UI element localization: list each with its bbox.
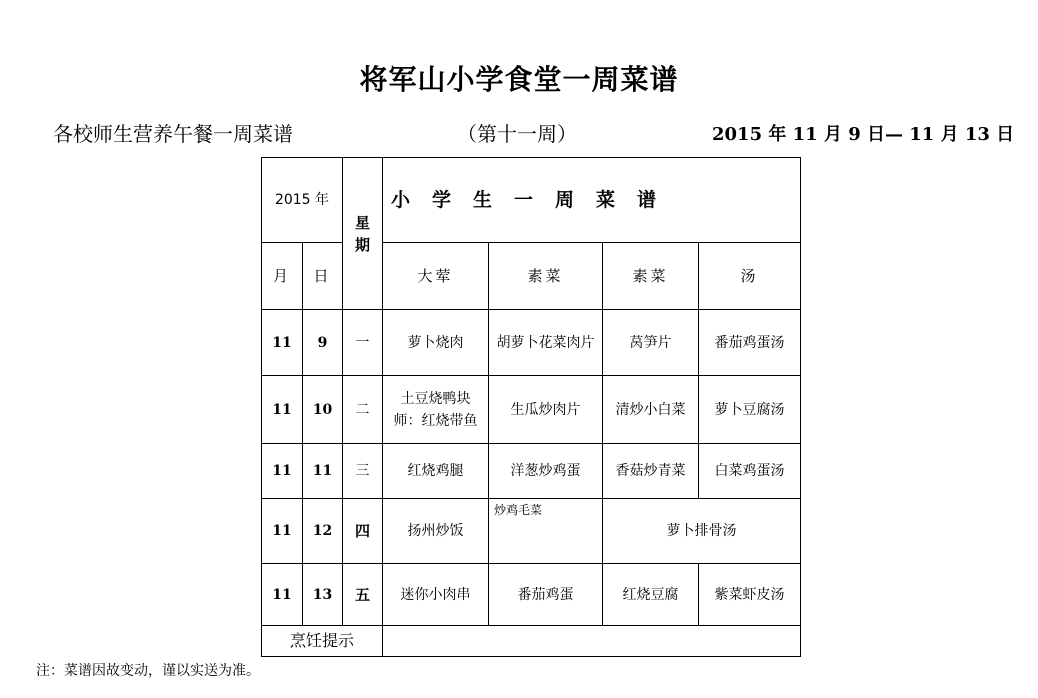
day-cell: 13 [303, 564, 343, 626]
weekday-label-1: 星 [354, 213, 370, 232]
tips-value [383, 626, 801, 657]
veg-1-cell: 洋葱炒鸡蛋 [489, 444, 603, 499]
main-dish-cell: 扬州炒饭 [383, 499, 489, 564]
subtitle-date-range: 2015 年 11 月 9 日— 11 月 13 日 [712, 124, 1015, 145]
table-row [262, 444, 801, 499]
weekday-cell: 五 [343, 564, 383, 626]
page-title: 将军山小学食堂一周菜谱 [359, 63, 679, 96]
footnote: 注：菜谱因故变动，谨以实送为准。 [36, 663, 260, 679]
main-dish-cell: 红烧鸡腿 [383, 444, 489, 499]
main-dish-line-2: 师：红烧带鱼 [393, 412, 478, 429]
merged-cell: 萝卜排骨汤 [603, 499, 801, 564]
column-veg-2: 素菜 [603, 243, 699, 310]
day-label: 日 [303, 243, 343, 310]
month-cell: 11 [262, 499, 303, 564]
table-row [262, 310, 801, 376]
day-cell: 9 [303, 310, 343, 376]
main-dish-cell: 萝卜烧肉 [383, 310, 489, 376]
veg-2-cell: 香菇炒青菜 [603, 444, 699, 499]
year-cell: 2015 年 [262, 158, 343, 243]
menu-table [261, 157, 801, 657]
column-header-row [262, 243, 801, 310]
weekday-label-2: 期 [354, 235, 370, 254]
main-dish-cell: 迷你小肉串 [383, 564, 489, 626]
veg-2-cell: 莴笋片 [603, 310, 699, 376]
veg-1-cell: 炒鸡毛菜 [489, 499, 603, 564]
soup-cell: 紫菜虾皮汤 [699, 564, 801, 626]
weekday-cell: 二 [343, 376, 383, 444]
month-cell: 11 [262, 310, 303, 376]
day-cell: 10 [303, 376, 343, 444]
tips-row [262, 626, 801, 657]
table-row [262, 376, 801, 444]
weekday-header [343, 158, 383, 310]
weekday-cell: 四 [343, 499, 383, 564]
column-veg-1: 素菜 [489, 243, 603, 310]
soup-cell: 番茄鸡蛋汤 [699, 310, 801, 376]
tips-label: 烹饪提示 [262, 626, 383, 657]
month-cell: 11 [262, 376, 303, 444]
subtitle-week: （第十一周） [457, 122, 577, 146]
column-soup: 汤 [699, 243, 801, 310]
veg-1-cell: 生瓜炒肉片 [489, 376, 603, 444]
table-row [262, 564, 801, 626]
month-label: 月 [262, 243, 303, 310]
soup-cell: 萝卜豆腐汤 [699, 376, 801, 444]
table-row [262, 499, 801, 564]
veg-1-cell: 番茄鸡蛋 [489, 564, 603, 626]
month-cell: 11 [262, 444, 303, 499]
day-cell: 12 [303, 499, 343, 564]
subtitle-left: 各校师生营养午餐一周菜谱 [53, 122, 293, 146]
soup-cell: 白菜鸡蛋汤 [699, 444, 801, 499]
main-dish-line-1: 土豆烧鸭块 [400, 390, 471, 407]
table-header-row [262, 158, 801, 243]
veg-1-cell: 胡萝卜花菜肉片 [489, 310, 603, 376]
month-cell: 11 [262, 564, 303, 626]
veg-2-cell: 红烧豆腐 [603, 564, 699, 626]
menu-header: 小学生一周菜谱 [383, 158, 801, 243]
weekday-cell: 三 [343, 444, 383, 499]
column-main: 大荤 [383, 243, 489, 310]
day-cell: 11 [303, 444, 343, 499]
weekday-cell: 一 [343, 310, 383, 376]
main-dish-cell [383, 376, 489, 444]
veg-2-cell: 清炒小白菜 [603, 376, 699, 444]
